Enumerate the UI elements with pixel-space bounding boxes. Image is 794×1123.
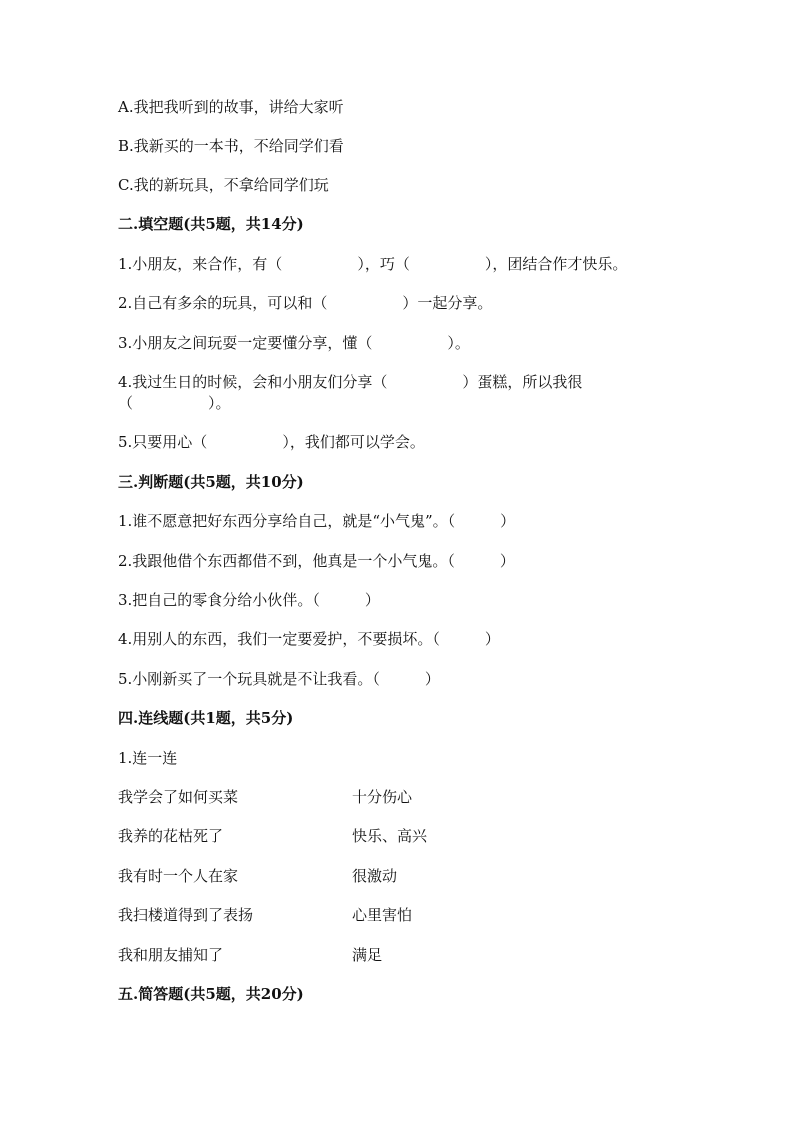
matching-right-item: 快乐、高兴 bbox=[352, 827, 428, 845]
matching-right-item: 十分伤心 bbox=[352, 788, 413, 806]
matching-left-item: 我和朋友捕知了 bbox=[118, 946, 224, 964]
fill-blank-question-5: 5.只要用心（ ），我们都可以学会。 bbox=[118, 433, 425, 451]
true-false-question-5: 5.小刚新买了一个玩具就是不让我看。（ ） bbox=[118, 670, 440, 688]
true-false-question-4: 4.用别人的东西，我们一定要爱护，不要损坏。（ ） bbox=[118, 630, 500, 648]
matching-left-item: 我有时一个人在家 bbox=[118, 867, 239, 885]
true-false-question-3: 3.把自己的零食分给小伙伴。（ ） bbox=[118, 591, 380, 609]
option-c: C.我的新玩具，不拿给同学们玩 bbox=[118, 176, 329, 194]
fill-blank-question-2: 2.自己有多余的玩具，可以和（ ）一起分享。 bbox=[118, 294, 493, 312]
matching-left-item: 我学会了如何买菜 bbox=[118, 788, 239, 806]
matching-left-item: 我养的花枯死了 bbox=[118, 827, 224, 845]
matching-question-1: 1.连一连 bbox=[118, 749, 178, 767]
option-a: A.我把我听到的故事，讲给大家听 bbox=[118, 98, 344, 116]
section-title-true-false: 三.判断题(共5题，共10分) bbox=[118, 473, 304, 491]
fill-blank-question-4-line-2: （ ）。 bbox=[118, 394, 231, 412]
matching-right-item: 心里害怕 bbox=[352, 906, 413, 924]
true-false-question-1: 1.谁不愿意把好东西分享给自己，就是“小气鬼”。（ ） bbox=[118, 512, 516, 530]
fill-blank-question-3: 3.小朋友之间玩耍一定要懂分享，懂（ ）。 bbox=[118, 334, 470, 352]
fill-blank-question-1: 1.小朋友，来合作，有（ ），巧（ ），团结合作才快乐。 bbox=[118, 255, 628, 273]
fill-blank-question-4-line-1: 4.我过生日的时候，会和小朋友们分享（ ）蛋糕，所以我很 bbox=[118, 373, 583, 391]
section-title-fill-blank: 二.填空题(共5题，共14分) bbox=[118, 215, 304, 233]
section-title-short-answer: 五.简答题(共5题，共20分) bbox=[118, 985, 304, 1003]
matching-right-item: 很激动 bbox=[352, 867, 398, 885]
option-b: B.我新买的一本书，不给同学们看 bbox=[118, 137, 344, 155]
matching-right-item: 满足 bbox=[352, 946, 383, 964]
section-title-matching: 四.连线题(共1题，共5分) bbox=[118, 709, 294, 727]
true-false-question-2: 2.我跟他借个东西都借不到，他真是一个小气鬼。（ ） bbox=[118, 552, 515, 570]
matching-left-item: 我扫楼道得到了表扬 bbox=[118, 906, 254, 924]
